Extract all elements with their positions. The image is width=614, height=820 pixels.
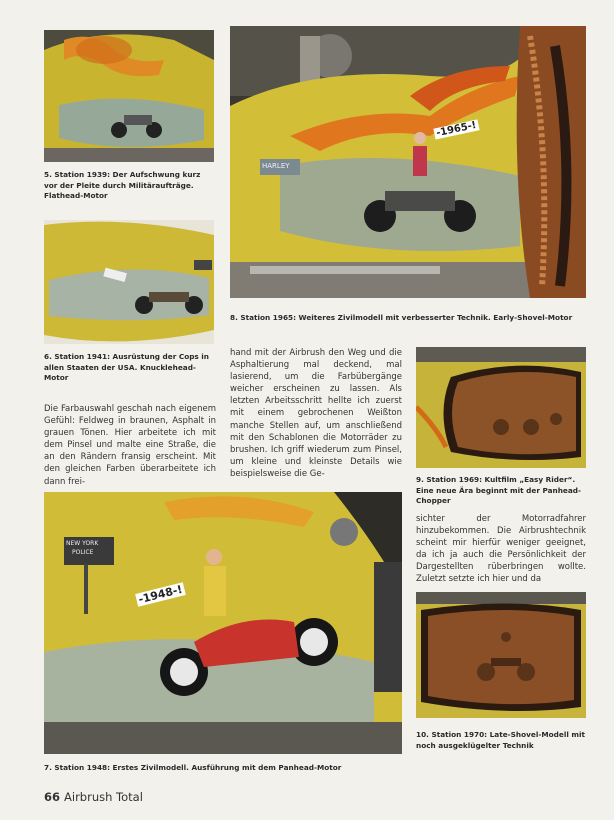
police-sign: POLICE <box>72 549 94 556</box>
photo-station-1948 <box>44 492 402 754</box>
photo-station-1969 <box>416 347 586 468</box>
page-footer <box>44 790 143 804</box>
caption-10: 10. Station 1970: Late-Shovel-Modell mit noch ausgeklügelter Technik <box>416 730 585 750</box>
year-label-1948: -1948-! <box>137 582 184 607</box>
body-column-2: hand mit der Airbrush den Weg und die Asphaltierung mal deckend, mal lasierend, um die Farbübergänge weicher erscheinen zu lassen. Als letzten Arbeitsschritt hellte ich zuerst mit einem gebrochenen Weißton manche Stellen auf, um anschließend mit den Schablonen die Motorräder zu brushen. Ich griff wiederum zum Pinsel, um kleine und kleinste Details wie beispielsweise die Ge- <box>230 348 402 479</box>
page-number: 66 <box>44 790 61 804</box>
magazine-name: Airbrush Total <box>64 790 143 804</box>
newyork-sign: NEW YORK <box>66 540 99 547</box>
photo-station-1939 <box>44 30 214 162</box>
caption-8: 8. Station 1965: Weiteres Zivilmodell mit verbesserter Technik. Early-Shovel-Motor <box>230 313 573 322</box>
photo-station-1941 <box>44 220 214 344</box>
body-column-1: Die Farbauswahl geschah nach eigenem Gefühl: Feldweg in braunen, Asphalt in grauen Tönen. Hier arbeitete ich mit dem Pinsel und malte eine Straße, die an den Rändern fransig erscheint. Mit den gleichen Farben überarbeitete ich dann frei- <box>44 404 216 487</box>
caption-9: 9. Station 1969: Kultfilm „Easy Rider“. Eine neue Ära beginnt mit der Panhead-Chopper <box>416 475 582 505</box>
caption-7: 7. Station 1948: Erstes Zivilmodell. Ausführung mit dem Panhead-Motor <box>44 763 342 772</box>
photo-station-1970 <box>416 592 586 718</box>
year-label-1965: -1965-! <box>435 119 478 140</box>
photo-station-1965 <box>230 26 586 298</box>
harley-sign: HARLEY <box>262 162 290 170</box>
caption-5: 5. Station 1939: Der Aufschwung kurz vor der Pleite durch Militäraufträge. Flathead-Motor <box>44 170 201 200</box>
body-column-3: sichter der Motorradfahrer hinzubekommen. Die Airbrushtechnik scheint mir hierfür weniger geeignet, da ich ja auch die Persönlichkeit der Dargestellten rüberbringen wollte. Zuletzt setzte ich hier und da <box>416 514 586 585</box>
caption-6: 6. Station 1941: Ausrüstung der Cops in allen Staaten der USA. Knucklehead-Motor <box>44 352 210 382</box>
